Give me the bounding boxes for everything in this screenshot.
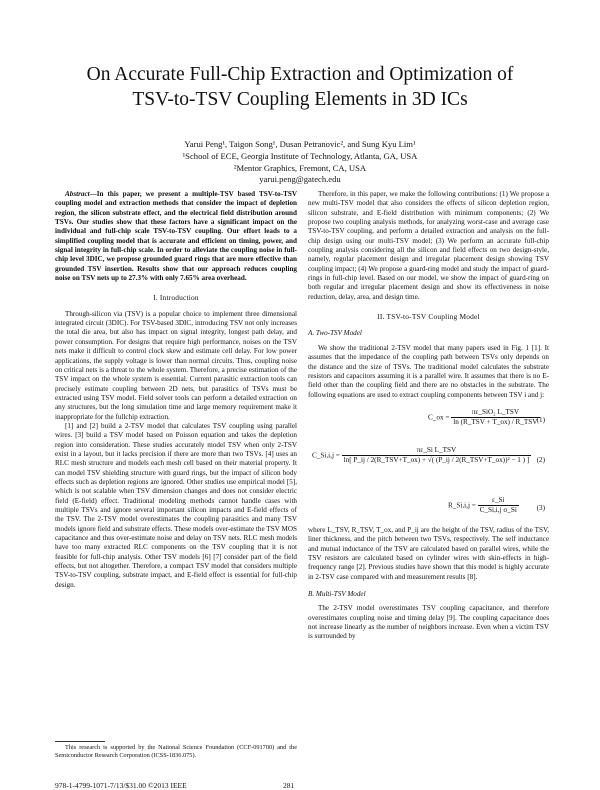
paper-title <box>40 62 560 112</box>
eq2-numerator: πε_Si L_TSV <box>342 446 532 456</box>
eq3-lhs: R_Si,i,j = <box>448 501 476 510</box>
multi-tsv-paragraph: The 2-TSV model overestimates TSV coupling capacitance, and therefore overestimates coupling noise and timing delay [9]. The coupling capacitance does not increase linearly as the number of neighbors increase. Even when a victim TSV is surrounded by <box>308 604 549 641</box>
eq1-label: (1) <box>536 415 545 424</box>
intro-paragraph-2: [1] and [2] build a 2-TSV model that calculates TSV coupling using parallel wires. [3] build a TSV model based on Poisson equation and takes the depletion region into consideration. These studies accurately model TSV when only 2-TSV exist in a layout, but it lacks precision if there are more than two TSVs. [4] uses an RLC mesh structure and models each mesh cell based on their material property. It can model TSV shielding structure with guard rings, but the impact of silicon body effects such as depletion regions are ignored. Other studies use empirical model [5], which is not scalable when TSV dimension changes and does not consider electric field (E-field) effect. Traditional modeling methods cannot handle cases with multiple TSVs and ignore several important silicon impacts and E-field effects of the TSV. The 2-TSV model overestimates the coupling parasitics and many TSV models ignore field and substrate effects. These models over-estimate the TSV MOS capacitance and thus over-estimate noise and delay on TSV nets. RLC mesh models have too many extracted RLC components on the TSV coupling that it is not feasible for full-chip analysis. Other TSV models [6] [7] consider part of the field effects, but not altogether. Therefore, a compact TSV model that considers multiple TSV-to-TSV coupling, substrate impact, and E-field effect is essential for full-chip design. <box>55 421 297 589</box>
eq2-label: (2) <box>536 455 545 464</box>
equation-1 <box>308 404 549 438</box>
abstract <box>55 190 297 283</box>
author-names: Yarui Peng¹, Taigon Song¹, Dusan Petranovic², and Sung Kyu Lim¹ <box>184 139 416 149</box>
eq2-lhs: C_Si,i,j = <box>312 451 340 460</box>
subsection-multi-tsv: B. Multi-TSV Model <box>308 589 366 598</box>
eq1-denominator: ln (R_TSV + T_ox) / R_TSV <box>453 418 538 427</box>
footer-page-number: 281 <box>283 781 295 790</box>
eq3-label: (3) <box>536 503 545 512</box>
left-column <box>55 190 297 590</box>
footer-isbn: 978-1-4799-1071-7/13/$31.00 ©2013 IEEE <box>55 781 187 790</box>
section-heading-model: II. TSV-to-TSV Coupling Model <box>377 312 480 322</box>
abstract-text: —In this paper, we present a multiple-TSV based TSV-to-TSV coupling model and extraction methods that consider the impact of depletion region, the silicon substrate effect, and the electrical field distribution around TSVs. Our studies show that these factors have a significant impact on the individual and full-chip scale TSV-to-TSV coupling. Our effort leads to a simplified coupling model that is accurate and efficient on timing, power, and signal integrity in full-chip scale. In order to alleviate the coupling noise in full-chip level 3DIC, we propose grounded guard rings that are more effective than grounded TSV insertion. Results show that our approach reduces coupling noise on TSV nets up to 27.3% with only 7.65% area overhead. <box>55 190 297 283</box>
two-tsv-paragraph: We show the traditional 2-TSV model that many papers used in Fig. 1 [1]. It assumes that the impedance of the coupling path between TSVs only depends on the distance and the size of TSVs. The traditional model calculates the substrate resistors and capacitors assuming it is a parallel wire. It assumes that there is no E-field other than the coupling field and there are no obstacles in the substrate. The following equations are used to extract coupling components between TSV i and j: <box>308 343 549 399</box>
affiliation-2: ²Mentor Graphics, Fremont, CA, USA <box>233 162 367 173</box>
title-line-1: On Accurate Full-Chip Extraction and Optimization of <box>86 64 514 85</box>
eq2-denominator: ln[ P_ij / 2(R_TSV+T_ox) + √( (P_ij / 2(R_TSV+T_ox))² − 1 ) ] <box>343 456 530 465</box>
eq1-numerator: πε_SiO₂ L_TSV <box>451 408 539 418</box>
affiliation-1: ¹School of ECE, Georgia Institute of Technology, Atlanta, GA, USA <box>182 150 418 161</box>
author-email: yarui.peng@gatech.edu <box>259 174 341 185</box>
contributions-paragraph: Therefore, in this paper, we make the following contributions: (1) We propose a new multi-TSV model that also considers the effects of silicon depletion region, silicon substrate, and E-field distribution with minimum components; (2) We propose two coupling analysis methods, for analyzing worst-case and average case TSV-to-TSV coupling, and perform a detailed extraction and analysis on the full-chip design using our multi-TSV model; (3) We perform an accurate full-chip coupling analysis considering all the silicon and field effects on two design-style, namely, regular placement design and irregular placement design showing TSV coupling impact; (4) We propose a guard-ring model and study the impact of guard-rings in full-chip level. Based on our model, we show the impact of guard-ring on both regular and irregular placement design and show its effectiveness in noise reduction, delay, area, and design time. <box>308 190 549 301</box>
equation-3 <box>308 492 549 522</box>
eq3-numerator: ε_Si <box>478 496 519 506</box>
section-heading-introduction: I. Introduction <box>153 293 199 303</box>
right-column <box>308 190 549 642</box>
abstract-lead: Abstract <box>65 190 90 198</box>
footnote: This research is supported by the National Science Foundation (CCF-091700) and the Semiconductor Research Corporation (ICSS-1836.075). <box>55 744 297 760</box>
eq1-lhs: C_ox = <box>428 413 450 422</box>
title-line-2: TSV-to-TSV Coupling Elements in 3D ICs <box>132 89 468 110</box>
eq3-denominator: C_Si,i,j σ_Si <box>479 506 517 515</box>
subsection-two-tsv: A. Two-TSV Model <box>308 329 362 338</box>
author-block <box>100 139 500 186</box>
intro-paragraph-1: Through-silicon via (TSV) is a popular choice to implement three dimensional integrated circuit (3DIC). For TSV-based 3DIC, introducing TSV not only increases the total die area, but also has impact on signal integrity, longest path delay, and power consumption. For designs that require high performance, noises on the TSV nets make it difficult to control clock skew and estimate cell delay. For low power applications, the supply voltage is lower than normal circuits. Thus, coupling noise on critical nets is a threat to the whole system. Therefore, a precise estimation of the TSV impact on the whole system is essential. Current parasitic extraction tools can precisely estimate coupling between 2D nets, but parasitics of TSVs must be extracted using TSV model. Field solver tools can perform a detailed extraction on any structures, but the long simulation time and large memory requirement make it inappropriate for the fullchip extraction. <box>55 309 297 421</box>
variable-definition-paragraph: where L_TSV, R_TSV, T_ox, and P_ij are the height of the TSV, radius of the TSV, liner thickness, and the pitch between two TSVs, respectively. The self inductance and mutual inductance of the TSV are calculated based on parallel wires, while the TSV resistors are calculated based on cylinder wires with skin-effects in high-frequency range [2]. Previous studies have shown that this model is highly accurate in 2-TSV case compared with and measurement results [8]. <box>308 525 549 581</box>
equation-2 <box>308 442 549 488</box>
footnote-rule <box>55 741 105 742</box>
